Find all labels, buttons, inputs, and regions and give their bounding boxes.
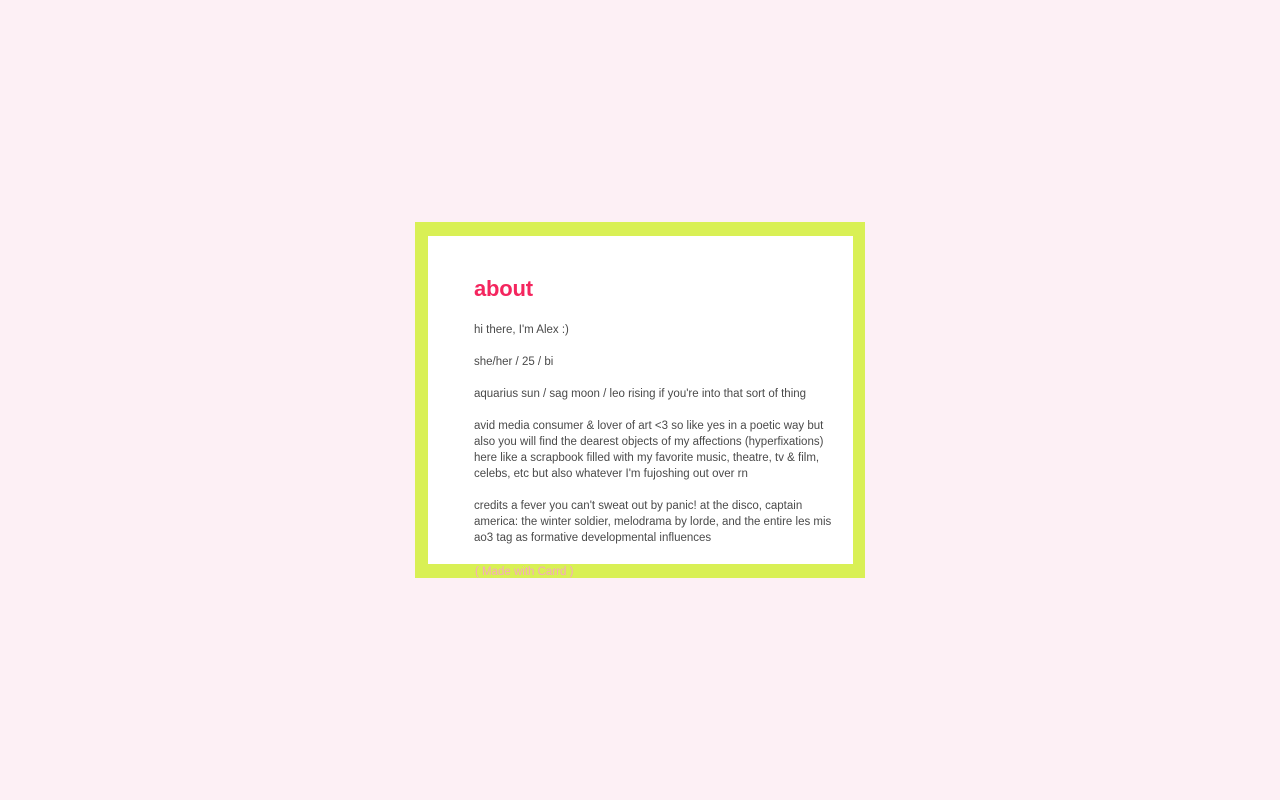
pronouns-paragraph: she/her / 25 / bi (474, 356, 554, 368)
card-inner (428, 236, 853, 578)
astrology-paragraph: aquarius sun / sag moon / leo rising if you're into that sort of thing (474, 388, 807, 400)
made-with-carrd-link[interactable]: ( Made with Carrd ) (475, 566, 574, 578)
page-title: about (474, 276, 533, 301)
card-frame (415, 222, 865, 578)
card-content (474, 276, 844, 578)
intro-paragraph: hi there, I'm Alex :) (474, 324, 569, 336)
interests-paragraph: avid media consumer & lover of art <3 so like yes in a poetic way but also you will find the dearest objects of my affections (hyperfixations) here like a scrapbook filled with my favorite music, theatre, tv & film, celebs, etc but also whatever I'm fujoshing out over rn (474, 420, 824, 480)
credits-paragraph: credits a fever you can't sweat out by panic! at the disco, captain america: the winter soldier, melodrama by lorde, and the entire les mis ao3 tag as formative developmental influences (474, 500, 832, 544)
